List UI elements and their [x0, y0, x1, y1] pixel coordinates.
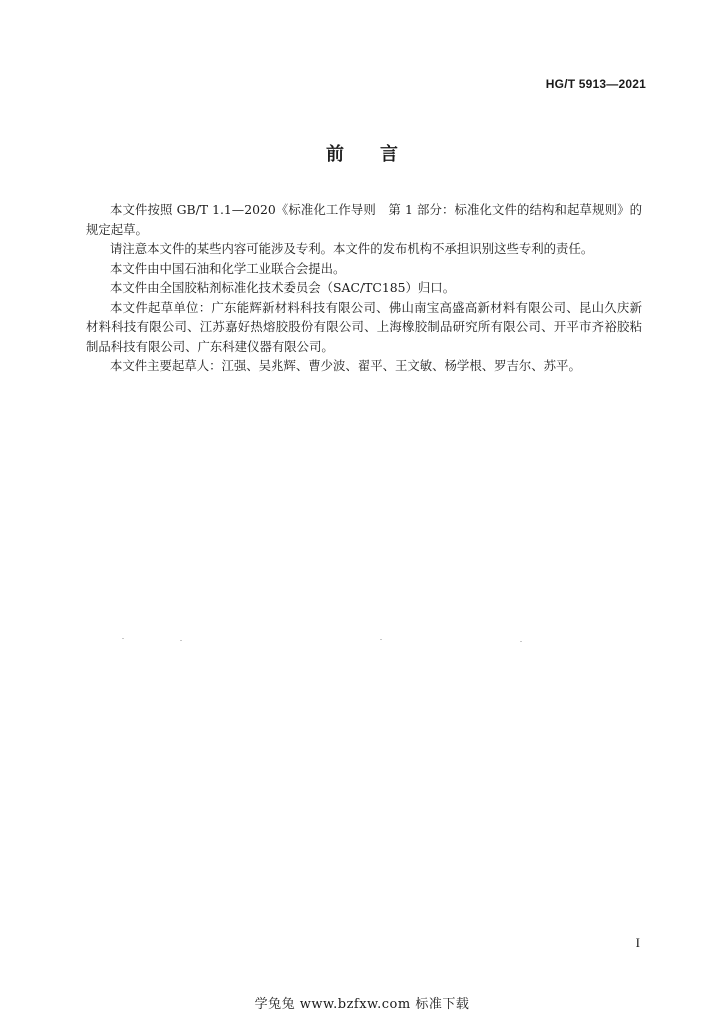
paragraph-drafting-units: 本文件起草单位：广东能辉新材料科技有限公司、佛山南宝高盛高新材料有限公司、昆山久庆新材料科技有限公司、江苏嘉好热熔胶股份有限公司、上海橡胶制品研究所有限公司、开平市齐裕胶粘制品科技有限公司、广东科建仪器有限公司。	[86, 299, 642, 354]
foreword-body	[86, 200, 642, 376]
paragraph-drafting-rules: 本文件按照 GB/T 1.1—2020《标准化工作导则 第 1 部分：标准化文件的结构和起草规则》的规定起草。	[86, 202, 642, 237]
scan-speck	[520, 641, 522, 642]
paragraph-drafters: 本文件主要起草人：江强、吴兆辉、曹少波、翟平、王文敏、杨学根、罗吉尔、苏平。	[110, 358, 581, 373]
scan-speck	[180, 640, 182, 641]
scan-speck	[122, 638, 124, 639]
paragraph-administration: 本文件由全国胶粘剂标准化技术委员会（SAC/TC185）归口。	[110, 280, 456, 295]
paragraph-patent-notice: 请注意本文件的某些内容可能涉及专利。本文件的发布机构不承担识别这些专利的责任。	[110, 241, 594, 256]
document-code: HG/T 5913—2021	[545, 77, 646, 91]
page-number: I	[635, 935, 640, 950]
scan-speck	[380, 639, 382, 640]
download-watermark: 学兔兔 www.bzfxw.com 标准下载	[254, 997, 470, 1012]
paragraph-proposer: 本文件由中国石油和化学工业联合会提出。	[110, 260, 346, 276]
page-title: 前言	[326, 144, 434, 165]
